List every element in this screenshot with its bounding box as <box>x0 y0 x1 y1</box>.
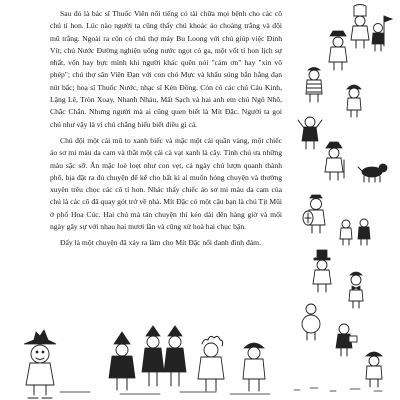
twin-figures-icon <box>142 326 186 386</box>
bottom-characters-illustration <box>20 318 290 400</box>
top-hat-figure-icon <box>313 250 331 292</box>
cap-boy-figure-icon <box>243 343 265 391</box>
paragraph-1: Sau đó là bác sĩ Thuốc Viên nổi tiếng có tài chữa mọi bệnh cho các cô chú tí hon. Lúc nào người ta cũng thấy chú khoác áo choàng trắng và đội mũ trắng. Ngoài ra còn có chú thợ máy Bu Loong với chú giúp việc Đinh Vít; chú Nước Đường nghiện uống nước ngọt có ga, một vốt tí hon lịch sự nhất, vốn hay bực mình khi người khác quên nói "cảm ơn" hay "xin vô phép"; chú thợ săn Viên Đạn với con chó Mực và khẩu súng bắn hằng đạn nút bấc; hoạ sĩ Thuốc Nước, nhạc sĩ Kèn Đồng. Còn có các chú Cáu Kỉnh, Lặng Lẽ, Tròn Xoay, Nhanh Nhảu, Mất Sạch và hai anh em chú Ngô Nhõ, Chắc Chắn. Nhưng người mà ai cũng quen biết là Mít Đặc. Người ta gọi chú như vậy là vì chú chẳng hiểu biết điều gì cả. <box>50 9 282 129</box>
bowtie-figure-icon <box>349 272 363 308</box>
flag-figure-icon <box>372 16 392 51</box>
striped-figure-icon <box>306 68 322 103</box>
paragraph-3: Đấy là một chuyện đã xảy ra làm cho Mít Đặc nổi danh đình đám. <box>60 238 261 248</box>
round-figure-icon <box>302 304 320 340</box>
cane-figure-icon <box>325 142 344 180</box>
curly-hair-figure-icon <box>198 336 224 391</box>
margin-characters-illustration <box>290 2 396 394</box>
book-figure-icon <box>336 324 357 356</box>
paragraph-2: Chú đội một cái mũ to xanh biếc và mặc một cái quần vàng, một chiếc áo sơ mi màu da cam và thắt một cái cà vạt xanh lá cây. Tính chú ưa những màu sặc sỡ. Ăn mặc loè loẹt như con vẹt, cả ngày chú lượn quanh thành phố, bịa đặt ra đủ chuyện để kể cho bất kì ai muốn hóng chuyện và thường xuyên trêu chọc các cô tí hon. Nhác thấy chiếc áo sơ mi màu da cam của chú là các cô đã quay gót trở về nhà. Mít Đặc có một cậu bạn là chú Tịt Mũi ở phố Hoa Cúc. Hai chú mà tán chuyện thì kéo dài đến hàng giờ và mổi ngày gây sự với nhau hai mươi lần và cũng xử hoà hai chục bận. <box>50 135 282 232</box>
waving-figure-icon <box>298 117 322 149</box>
story-text <box>50 8 282 250</box>
two-figures-icon <box>340 219 370 245</box>
wide-hat-figure-icon <box>24 330 56 398</box>
shield-figure-icon <box>303 195 325 233</box>
cap-figure-icon <box>347 85 361 117</box>
pointed-hat-figure-icon <box>109 332 135 390</box>
chef-figure-icon <box>351 5 369 49</box>
small-figure-icon <box>366 352 382 387</box>
dog-icon <box>358 164 387 182</box>
hat-figure-icon <box>329 31 347 70</box>
